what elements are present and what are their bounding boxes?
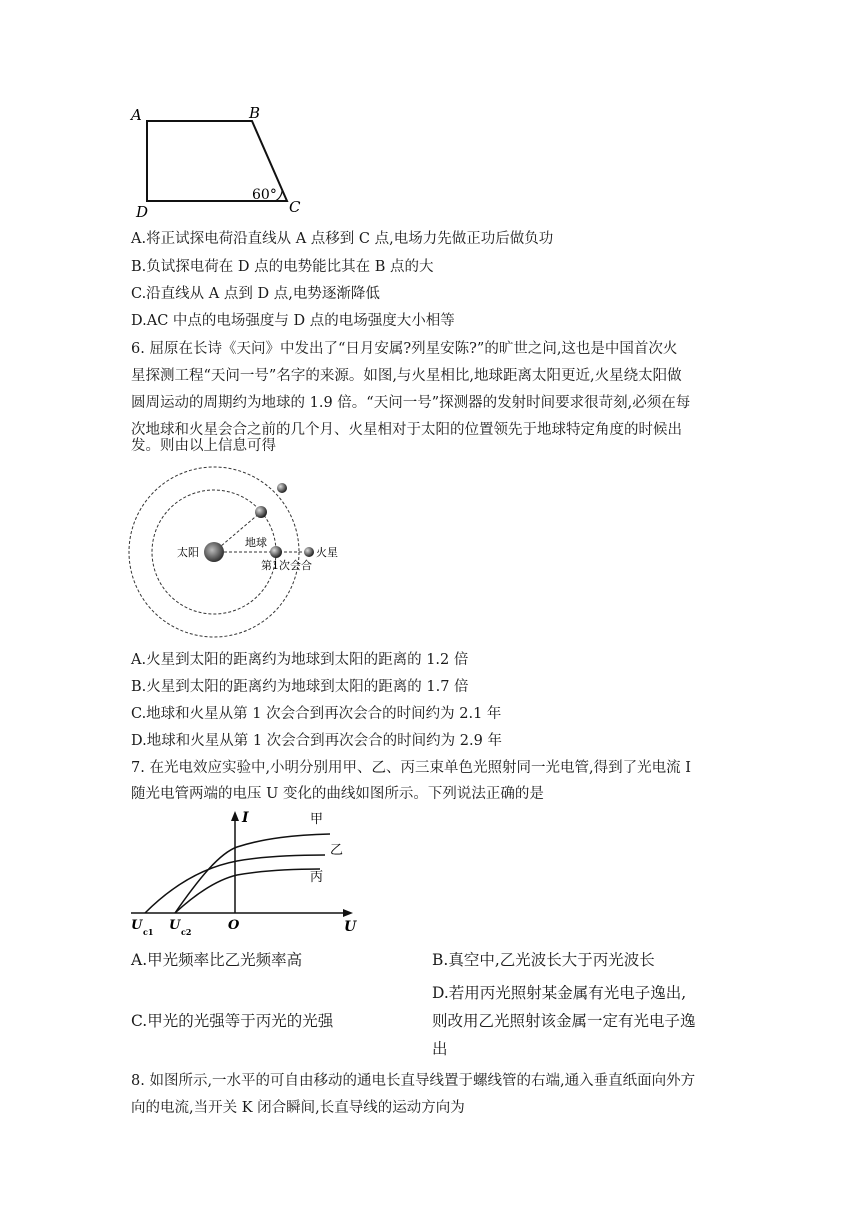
angle-label: 60° (252, 187, 277, 203)
q7-option-d-line-2: 则改用乙光照射该金属一定有光电子逸 (432, 1012, 696, 1030)
uc1-label: U (131, 918, 143, 933)
vertex-c: C (289, 198, 301, 216)
q6-stem-line-5: 发。则由以上信息可得 (131, 438, 276, 454)
conjunction-label: 第1次会合 (261, 559, 312, 572)
u-axis-label: U (344, 919, 357, 935)
i-axis-label: I (242, 810, 249, 826)
q6-option-a: A.火星到太阳的距离约为地球到太阳的距离的 1.2 倍 (131, 652, 469, 668)
q5-option-c: C.沿直线从 A 点到 D 点,电势逐渐降低 (131, 286, 380, 302)
trapezoid-figure (125, 100, 315, 220)
q7-stem-line-2: 随光电管两端的电压 U 变化的曲线如图所示。下列说法正确的是 (131, 786, 544, 802)
q7-option-b: B.真空中,乙光波长大于丙光波长 (432, 951, 655, 969)
q6-option-d: D.地球和火星从第 1 次会合到再次会合的时间约为 2.9 年 (131, 733, 502, 749)
q7-option-d-line-3: 出 (432, 1040, 448, 1058)
yi-label: 乙 (330, 843, 344, 858)
mars-icon (277, 483, 287, 493)
q6-stem-line-4: 次地球和火星会合之前的几个月、火星相对于太阳的位置领先于地球特定角度的时候出 (131, 422, 682, 438)
vertex-d: D (136, 203, 149, 220)
mars-conjunction-icon (304, 547, 314, 557)
orbit-figure (125, 460, 375, 645)
q6-stem-line-1: 6. 屈原在长诗《天问》中发出了“日月安属?列星安陈?”的旷世之问,这也是中国首次火 (131, 341, 678, 357)
u-axis-arrow (343, 909, 353, 917)
q7-option-c: C.甲光的光强等于丙光的光强 (131, 1012, 334, 1030)
q5-option-b: B.负试探电荷在 D 点的电势能比其在 B 点的大 (131, 259, 434, 275)
q7-stem-line-1: 7. 在光电效应实验中,小明分别用甲、乙、丙三束单色光照射同一光电管,得到了光电流 I (131, 760, 691, 776)
mars-label: 火星 (316, 546, 338, 559)
curve-bing (175, 869, 320, 913)
q8-stem-line-2: 向的电流,当开关 K 闭合瞬间,长直导线的运动方向为 (131, 1100, 465, 1116)
sun-icon (204, 542, 224, 562)
bing-label: 丙 (310, 870, 324, 885)
q8-stem-line-1: 8. 如图所示,一水平的可自由移动的通电长直导线置于螺线管的右端,通入垂直纸面向外方 (131, 1073, 696, 1089)
q7-option-d-line-1: D.若用丙光照射某金属有光电子逸出, (432, 984, 687, 1002)
earth-conjunction-icon (270, 546, 282, 558)
q6-option-b: B.火星到太阳的距离约为地球到太阳的距离的 1.7 倍 (131, 679, 469, 695)
q5-option-a: A.将正试探电荷沿直线从 A 点移到 C 点,电场力先做正功后做负功 (131, 231, 554, 247)
q6-stem-line-2: 星探测工程“天问一号”名字的来源。如图,与火星相比,地球距离太阳更近,火星绕太阳做 (131, 368, 682, 384)
jia-label: 甲 (310, 812, 324, 827)
origin-label: O (228, 918, 240, 933)
i-axis-arrow (231, 811, 239, 821)
q6-stem-line-3: 圆周运动的周期约为地球的 1.9 倍。“天问一号”探测器的发射时间要求很苛刻,必须在每 (131, 395, 691, 411)
q6-option-c: C.地球和火星从第 1 次会合到再次会合的时间约为 2.1 年 (131, 706, 502, 722)
sun-label: 太阳 (177, 546, 199, 559)
photoelectric-graph (125, 805, 370, 945)
uc2-sub: c2 (181, 927, 192, 937)
earth-label: 地球 (245, 536, 267, 549)
q5-option-d: D.AC 中点的电场强度与 D 点的电场强度大小相等 (131, 313, 455, 329)
uc1-sub: c1 (143, 927, 154, 937)
vertex-a: A (131, 106, 142, 124)
vertex-b: B (249, 104, 261, 122)
uc2-label: U (169, 918, 181, 933)
q7-option-a: A.甲光频率比乙光频率高 (131, 951, 303, 969)
earth-icon (255, 506, 267, 518)
